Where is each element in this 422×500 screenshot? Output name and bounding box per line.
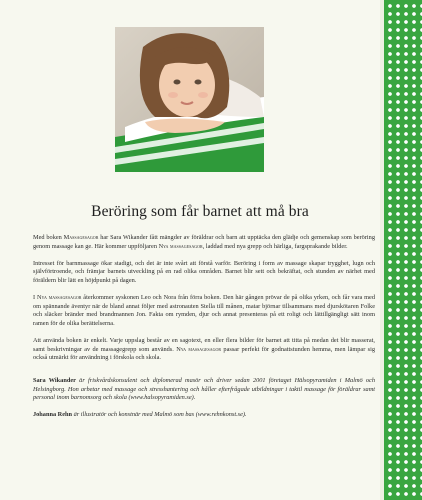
text-span: passar perfekt för godnattstunden hemma, men lämpar sig också utmärkt för användning i förskola och skola. <box>33 345 376 362</box>
description-text <box>33 234 375 427</box>
text-span: Att använda boken är enkelt. Varje uppslag består av en sagotext, en eller flera bilder för barnet att titta på medan det blir masserat, samt beskrivningar av de massagegrepp som används. <box>33 337 375 353</box>
book-title: Massagesagor <box>63 234 99 241</box>
text-span: Intresset för barnmassage ökar stadigt, och det är inte svårt att förstå varför. Beröring i form av massage skapar trygghet, lugn och självförtroende, och främjar barnets utveckling på en rad olika områden. Barnet blir sett och bekräftat, och stunden av närhet med föräldern blir lätt en höjdpunkt på dagen. <box>33 259 375 284</box>
author-bios <box>33 377 375 419</box>
book-title: Nya massagesagor <box>158 242 203 250</box>
author-name: Sara Wikander <box>33 376 76 384</box>
book-title: Nya massagesagor <box>36 294 82 302</box>
bio-illustrator <box>33 411 375 420</box>
paragraph-4 <box>33 337 375 363</box>
text-span: , laddad med nya grepp och härliga, fargsprakande bilder. <box>202 242 348 250</box>
polka-dot-spine <box>384 0 422 500</box>
paragraph-1 <box>33 234 375 251</box>
paragraph-3 <box>33 294 375 328</box>
illustrator-name: Johanna Rehn <box>33 410 73 418</box>
text-span: har Sara Wikander fått mängder av föräldrar och barn att upptäcka den glädje och gemenskap som beröring genom massage kan ge. Här kommer uppföljaren <box>33 234 375 250</box>
page-title: Beröring som får barnet att må bra <box>91 203 309 220</box>
book-title: Nya massagesagor <box>176 345 222 353</box>
text-span: återkommer syskonen Leo och Nora från förra boken. Den här gången prövar de på olika yrken, och får vara med om spännande äventyr när de bland annat följer med astronauten Stella till månen, matar björnar tillsammans med djurskötaren Folke och släcker bränder med brandmannen Jon. Fakta om rymden, djur och annat presenteras på ett roligt och lättillgängligt sätt inom ramen för de olika berättelserna. <box>33 294 375 327</box>
child-on-pillow-photo <box>115 27 264 172</box>
illustrator-bio-text: är illustratör och konstnär med Malmö som bas (www.rehnkonst.se). <box>72 410 247 418</box>
paragraph-2 <box>33 260 375 286</box>
text-span: I <box>33 294 37 302</box>
bio-author <box>33 377 375 403</box>
author-bio-text: är friskvårdskonsulent och diplomerad masör och driver sedan 2001 företaget Hälsopyramiden i Malmö och Helsingborg. Hon arbetar med massage och stresshantering och håller efterfrågade utbildningar i taktil massage för föräldrar samt personal inom barnomsorg och skola (www.halsopyramiden.se). <box>33 376 375 402</box>
text-span: Med boken <box>33 234 64 241</box>
